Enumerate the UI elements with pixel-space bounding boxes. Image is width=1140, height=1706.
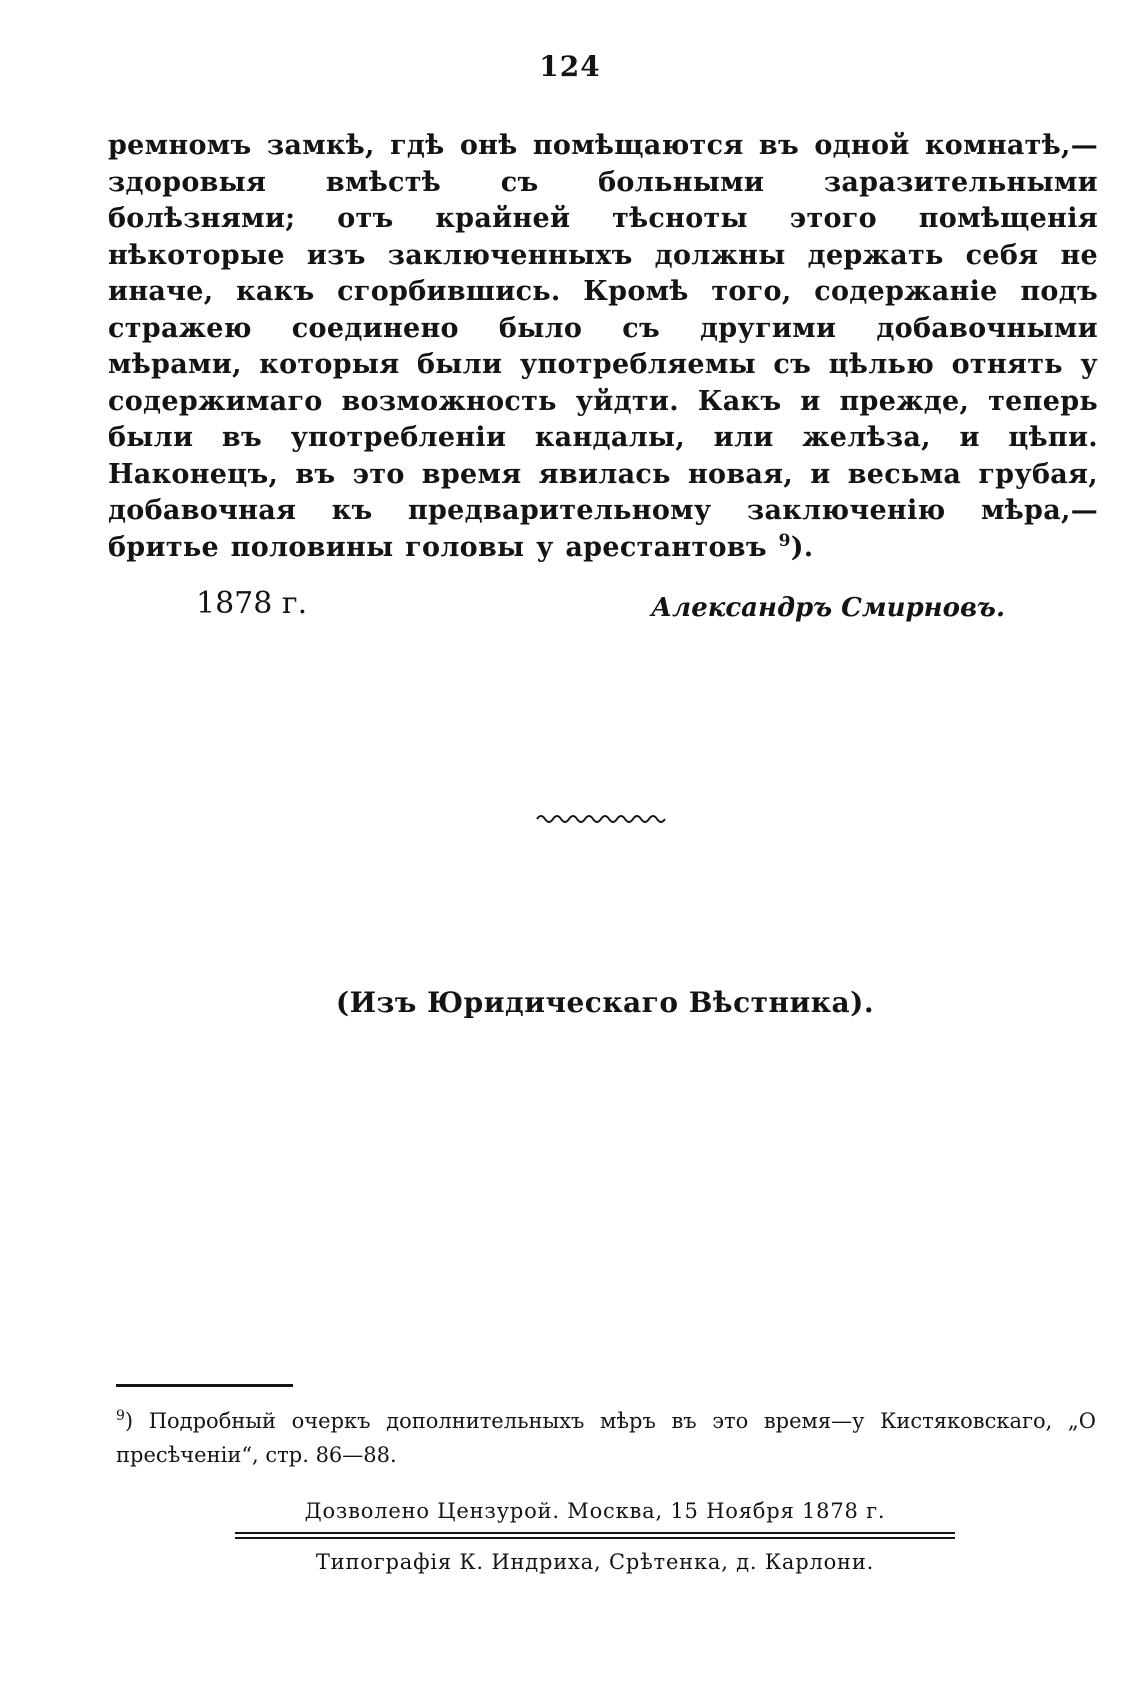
page-number: 124: [539, 50, 601, 83]
footnote-reference: 9: [778, 530, 791, 551]
footnote-text: ) Подробный очеркъ дополнительныхъ мѣръ въ это время—у Кистяковскаго, „О пресѣченіи“, стр. 86—88.: [116, 1409, 1096, 1467]
footnote-marker: 9: [116, 1408, 125, 1424]
source-note: (Изъ Юридическаго Вѣстника).: [335, 986, 875, 1019]
footnote: [116, 1404, 1096, 1472]
signature-year: 1878 г.: [196, 586, 308, 621]
body-text: ремномъ замкѣ, гдѣ онѣ помѣщаются въ одной комнатѣ,—здоровыя вмѣстѣ съ больными заразительными болѣзнями; отъ крайней тѣсноты этого помѣщенія нѣкоторые изъ заключенныхъ должны держать себя не иначе, какъ сгорбившись. Кромѣ того, содержаніе подъ стражею соединено было съ другими добавочными мѣрами, которыя были употребляемы съ цѣлью отнять у содержимаго возможность уйдти. Какъ и прежде, теперь были въ употребленіи кандалы, или желѣза, и цѣпи. Наконецъ, въ это время явилась новая, и весьма грубая, добавочная къ предварительному заключенію мѣра,—бритье половины головы у арестантовъ: [108, 130, 1098, 563]
imprint-double-rule: [235, 1532, 955, 1539]
footnote-rule: [116, 1384, 293, 1387]
signature-author: Александръ Смирновъ.: [650, 593, 1005, 623]
censorship-line: Дозволено Цензурой. Москва, 15 Ноября 1878 г.: [304, 1499, 886, 1523]
body-text-end: ).: [790, 531, 814, 563]
body-paragraph: [108, 128, 1098, 566]
ornament-divider: [535, 810, 670, 828]
imprint: [235, 1496, 955, 1577]
printer-line: Типографія К. Индриха, Срѣтенка, д. Карлони.: [315, 1550, 875, 1574]
